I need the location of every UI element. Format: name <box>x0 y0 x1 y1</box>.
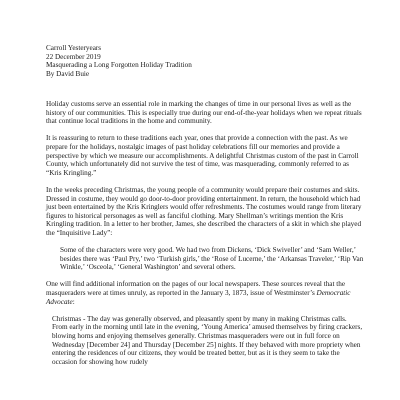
block-quote-letter: Some of the characters were very good. We had two from Dickens, ‘Dick Swiveller’ and ‘Sam Weller,’ besides there was ‘Paul Pry,’ two ‘Turkish girls,’ the ‘Rose of Lucerne,’ the ‘Arkansas Traveler,’ ‘Rip Van Winkle,’ ‘Osceola,’ ‘General Washington’ and several others. <box>60 246 364 272</box>
newspaper-title: Democratic Advocate <box>46 289 351 306</box>
paragraph-4 <box>46 280 364 306</box>
paragraph-4-text: One will find additional information on the pages of our local newspapers. These sources reveal that the masqueraders were at times unruly, as reported in the January 3, 1873, issue of Westminster’s <box>46 280 346 298</box>
article-byline: By David Buie <box>46 69 90 78</box>
article-header <box>46 44 366 78</box>
paragraph-2: It is reassuring to return to these traditions each year, ones that provide a connection with the past. As we prepare for the holidays, nostalgic images of past holiday celebrations fill our memories and provide a perspective by which we measure our accomplishments. A delightful Christmas custom of the past in Carroll County, which unfortunately did not survive the test of time, was masquerading, commonly referred to as “Kris Kringling.” <box>46 134 359 177</box>
block-quote-newspaper: Christmas - The day was generally observed, and pleasantly spent by many in making Christmas calls. From early in the morning until late in the evening, ‘Young America’ amused themselves by firing crackers, blowing horns and enjoying themselves generally. Christmas masqueraders were out in full force on Wednesday [December 24] and Thursday [December 25] nights. If they behaved with more propriety when entering the residences of our citizens, they would be treated better, but as it is they seem to take the occasion for showing how rudely <box>52 314 363 366</box>
paragraph-4-end: : <box>72 297 75 306</box>
paragraph-1: Holiday customs serve an essential role in marking the changes of time in our personal lives as well as the history of our communities. This is especially true during our end-of-the-year holidays when we repeat rituals that continue local traditions in the home and community. <box>46 100 362 126</box>
article-title: Masquerading a Long Forgotten Holiday Tradition <box>46 61 192 70</box>
article-date: 22 December 2019 <box>46 52 101 61</box>
publication-name: Carroll Yesteryears <box>46 44 102 52</box>
article-body <box>46 100 364 366</box>
paragraph-3: In the weeks preceding Christmas, the young people of a community would prepare their costumes and skits. Dressed in costume, they would go door-to-door providing entertainment. In return, the household which had just been entertained by the Kris Kringlers would offer refreshments. The costumes would range from literary figures to historical personages as well as fanciful clothing. Mary Shellman’s writings mention the Kris Kringling tradition. In a letter to her brother, James, she described the characters of a skit in which she played the “Inquisitive Lady”: <box>46 185 362 237</box>
